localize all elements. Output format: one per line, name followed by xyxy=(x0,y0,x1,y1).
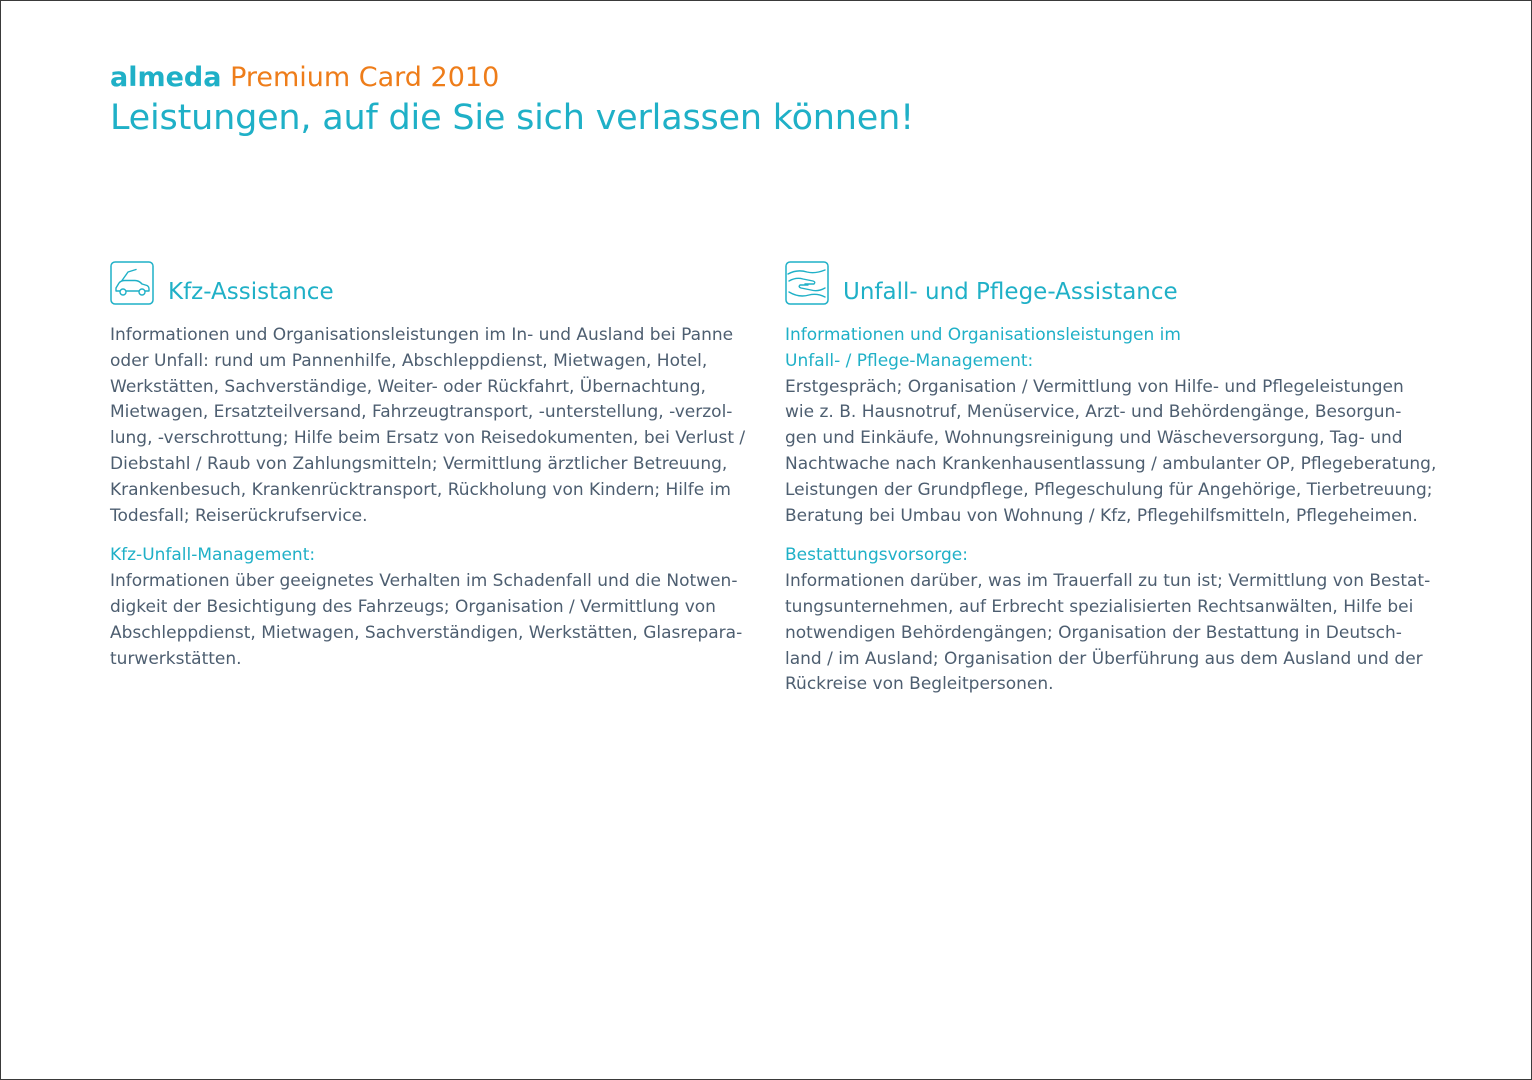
unfall-management-heading: Unfall- / Pflege-Management: xyxy=(785,350,1034,371)
kfz-title: Kfz-Assistance xyxy=(168,279,334,305)
text-line: oder Unfall: rund um Pannenhilfe, Abschleppdienst, Mietwagen, Hotel, xyxy=(110,350,708,371)
text-line: Informationen darüber, was im Trauerfall zu tun ist; Vermittlung von Bestat- xyxy=(785,571,1431,592)
text-line: land / im Ausland; Organisation der Überführung aus dem Ausland und der xyxy=(785,648,1423,669)
unfall-management-paragraph xyxy=(785,323,1445,529)
kfz-management-paragraph xyxy=(110,543,750,672)
text-line: Todesfall; Reiserückrufservice. xyxy=(110,505,368,526)
car-icon xyxy=(110,261,154,305)
text-line: Informationen und Organisationsleistungen im In- und Ausland bei Panne xyxy=(110,325,734,345)
unfall-management-heading: Informationen und Organisationsleistungen im xyxy=(785,325,1181,345)
text-line: Mietwagen, Ersatzteilversand, Fahrzeugtransport, -unterstellung, -verzol- xyxy=(110,402,733,423)
page-headline: Leistungen, auf die Sie sich verlassen können! xyxy=(110,98,914,138)
text-line: wie z. B. Hausnotruf, Menüservice, Arzt- und Behördengänge, Besorgun- xyxy=(785,402,1402,423)
text-line: Nachtwache nach Krankenhausentlassung / ambulanter OP, Pflegeberatung, xyxy=(785,453,1437,474)
text-line: Rückreise von Begleitpersonen. xyxy=(785,674,1054,695)
brand-name: almeda xyxy=(110,62,222,93)
page-header xyxy=(110,61,914,141)
text-line: Diebstahl / Raub von Zahlungsmitteln; Vermittlung ärztlicher Betreuung, xyxy=(110,453,728,474)
text-line: digkeit der Besichtigung des Fahrzeugs; Organisation / Vermittlung von xyxy=(110,596,716,617)
text-line: Beratung bei Umbau von Wohnung / Kfz, Pflegehilfsmitteln, Pflegeheimen. xyxy=(785,505,1418,526)
text-line: Abschleppdienst, Mietwagen, Sachverständigen, Werkstätten, Glasrepara- xyxy=(110,622,743,643)
text-line: Werkstätten, Sachverständige, Weiter- oder Rückfahrt, Übernachtung, xyxy=(110,376,706,397)
product-name: Premium Card 2010 xyxy=(230,62,500,93)
text-line: Erstgespräch; Organisation / Vermittlung von Hilfe- und Pflegeleistungen xyxy=(785,376,1404,397)
text-line: lung, -verschrottung; Hilfe beim Ersatz von Reisedokumenten, bei Verlust / xyxy=(110,428,746,449)
unfall-section xyxy=(785,261,1445,698)
brand-line xyxy=(110,61,914,95)
text-line: notwendigen Behördengängen; Organisation der Bestattung in Deutsch- xyxy=(785,622,1402,643)
text-line: tungsunternehmen, auf Erbrecht spezialisierten Rechtsanwälten, Hilfe bei xyxy=(785,596,1414,617)
text-line: Leistungen der Grundpflege, Pflegeschulung für Angehörige, Tierbetreuung; xyxy=(785,479,1433,500)
text-line: Informationen über geeignetes Verhalten im Schadenfall und die Notwen- xyxy=(110,571,738,592)
unfall-title: Unfall- und Pflege-Assistance xyxy=(843,279,1178,305)
text-line: turwerkstätten. xyxy=(110,648,242,669)
kfz-intro-paragraph xyxy=(110,323,750,529)
bestattung-heading: Bestattungsvorsorge: xyxy=(785,545,968,566)
text-line: gen und Einkäufe, Wohnungsreinigung und Wäscheversorgung, Tag- und xyxy=(785,428,1403,449)
kfz-management-heading: Kfz-Unfall-Management: xyxy=(110,545,316,566)
hands-icon xyxy=(785,261,829,305)
bestattung-paragraph xyxy=(785,543,1445,698)
unfall-section-header xyxy=(785,261,1445,323)
kfz-section xyxy=(110,261,750,672)
text-line: Krankenbesuch, Krankenrücktransport, Rückholung von Kindern; Hilfe im xyxy=(110,479,731,500)
kfz-section-header xyxy=(110,261,750,323)
